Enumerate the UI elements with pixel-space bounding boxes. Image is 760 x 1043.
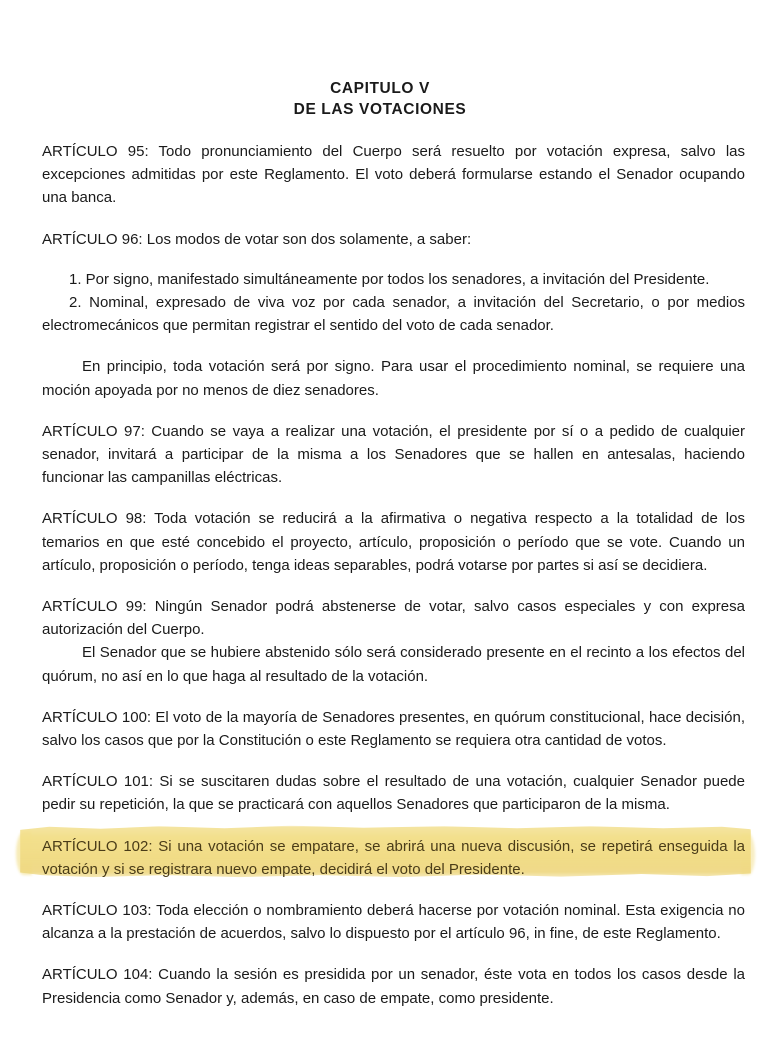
article-103-paragraph: ARTÍCULO 103: Toda elección o nombramiento deberá hacerse por votación nominal. Esta exigencia no alcanza a la prestación de acuerdos, salvo lo dispuesto por el artículo 96, in fine, de este Reglamento. (42, 902, 745, 943)
article-95-paragraph: ARTÍCULO 95: Todo pronunciamiento del Cuerpo será resuelto por votación expresa, salvo las excepciones admitidas por este Reglamento. El voto deberá formularse estando el Senador ocupando una banca. (42, 143, 745, 207)
article-96-modes-list (42, 268, 745, 338)
article-97-paragraph: ARTÍCULO 97: Cuando se vaya a realizar una votación, el presidente por sí o a pedido de cualquier senador, invitará a participar de la misma a los Senadores que se hallen en antesalas, haciendo funcionar las campanillas eléctricas. (42, 422, 745, 487)
article-101-paragraph: ARTÍCULO 101: Si se suscitaren dudas sobre el resultado de una votación, cualquier Senador puede pedir su repetición, la que se practicará con aquellos Senadores que participaron de la misma. (42, 773, 745, 814)
list-item: 2. Nominal, expresado de viva voz por cada senador, a invitación del Secretario, o por medios electromecánicos que permitan registrar el sentido del voto de cada senador. (42, 294, 745, 335)
article-102-paragraph: ARTÍCULO 102: Si una votación se empatare, se abrirá una nueva discusión, se repetirá enseguida la votación y si se registrara nuevo empate, decidirá el voto del Presidente. (42, 837, 745, 878)
article-96-intro-paragraph: ARTÍCULO 96: Los modos de votar son dos solamente, a saber: (42, 230, 472, 248)
chapter-heading-line-2: DE LAS VOTACIONES (293, 101, 467, 118)
chapter-heading-line-1: CAPITULO V (330, 80, 430, 97)
list-item: 1. Por signo, manifestado simultáneamente por todos los senadores, a invitación del Presidente. (69, 270, 710, 288)
article-100-paragraph: ARTÍCULO 100: El voto de la mayoría de Senadores presentes, en quórum constitucional, hace decisión, salvo los casos que por la Constitución o este Reglamento se requiera otra cantidad de votos. (42, 708, 745, 750)
article-102-highlighted-block (42, 835, 745, 881)
article-104-paragraph: ARTÍCULO 104: Cuando la sesión es presidida por un senador, éste vota en todos los casos desde la Presidencia como Senador y, además, en caso de empate, como presidente. (42, 966, 745, 1007)
article-99-paragraph-1: ARTÍCULO 99: Ningún Senador podrá abstenerse de votar, salvo casos especiales y con expresa autorización del Cuerpo. (42, 598, 745, 639)
document-body (42, 140, 745, 1010)
chapter-heading (0, 0, 760, 120)
article-98-paragraph: ARTÍCULO 98: Toda votación se reducirá a la afirmativa o negativa respecto a la totalidad de los temarios en que esté concebido el proyecto, artículo, proposición o período que se vote. Cuando un artículo, proposición o período, tenga ideas separables, podrá votarse por partes si así se decidiera. (42, 510, 745, 574)
article-99-paragraph-2: El Senador que se hubiere abstenido sólo será considerado presente en el recinto a los efectos del quórum, no así en lo que haga al resultado de la votación. (42, 644, 745, 685)
article-96-closing-paragraph: En principio, toda votación será por signo. Para usar el procedimiento nominal, se requiere una moción apoyada por no menos de diez senadores. (42, 358, 745, 399)
